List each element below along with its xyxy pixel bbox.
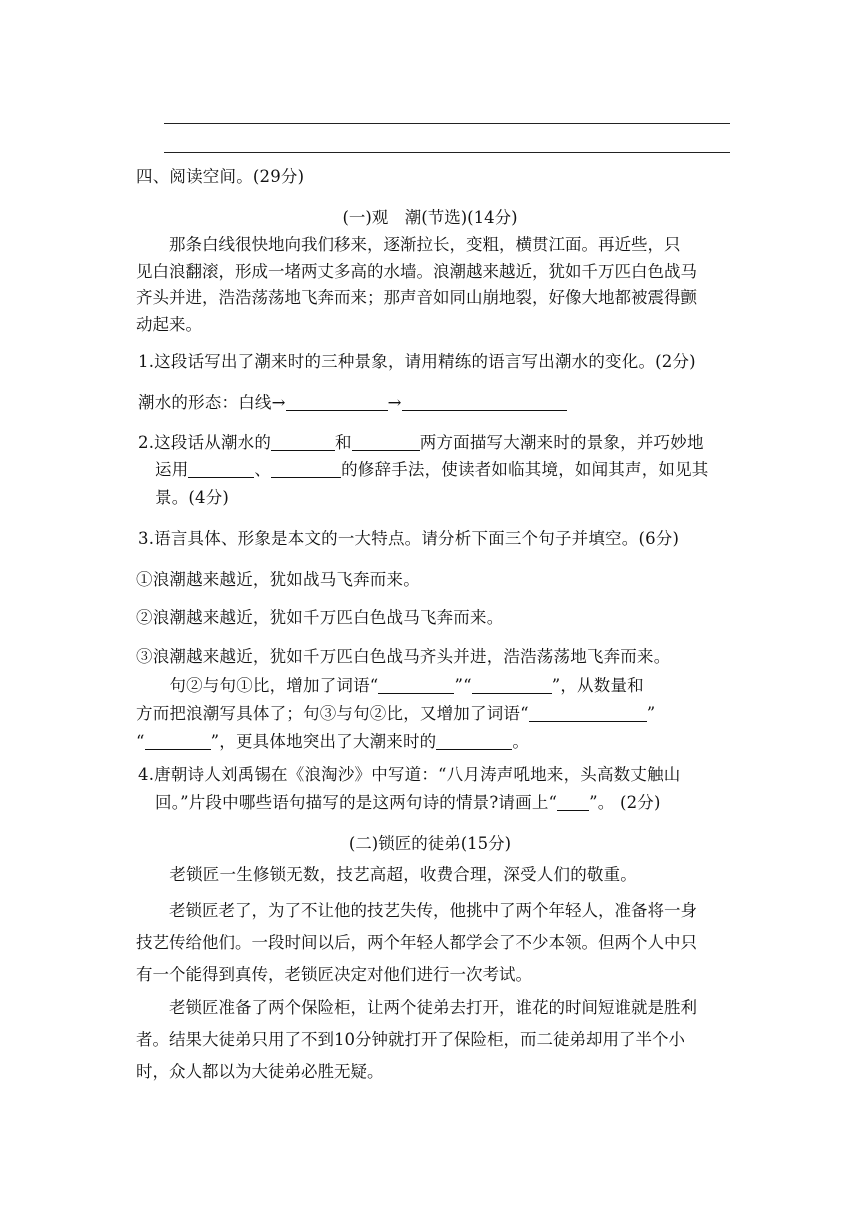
passage2-paragraph-3 [136, 992, 736, 1088]
q1-blank-2[interactable] [402, 394, 567, 412]
section-title: 四、阅读空间。(29分) [136, 167, 305, 186]
passage2-line: 时，众人都以为大徒弟必胜无疑。 [136, 1062, 384, 1081]
passage2-paragraph-1: 老锁匠一生修锁无数，技艺高超，收费合理，深受人们的敬重。 [136, 865, 637, 884]
q2-text: 2.这段话从潮水的 [138, 433, 272, 452]
q2-text: 和 [335, 433, 352, 452]
passage2-line: 有一个能得到真传，老锁匠决定对他们进行一次考试。 [136, 965, 532, 984]
q3-text: ”，从数量和 [551, 676, 644, 695]
passage1-heading: (一)观 潮(节选)(14分) [342, 208, 518, 227]
q2-text: 、 [254, 460, 272, 479]
q1-answer-row [138, 389, 567, 413]
passage2-line: 技艺传给他们。一段时间以后，两个年轻人都学会了不少本领。但两个人中只 [136, 933, 697, 952]
q2-blank-2[interactable] [352, 434, 420, 452]
sentence-2: ②浪潮越来越近，犹如千万匹白色战马飞奔而来。 [136, 608, 504, 627]
passage2-heading: (二)锁匠的徒弟(15分) [348, 834, 512, 853]
answer-line-1 [164, 123, 730, 124]
question-1: 1.这段话写出了潮来时的三种景象，请用精练的语言写出潮水的变化。(2分) [138, 352, 696, 371]
question-3: 3.语言具体、形象是本文的一大特点。请分析下面三个句子并填空。(6分) [138, 529, 680, 548]
q3-text: 。 [512, 732, 530, 751]
answer-line-2 [164, 152, 730, 153]
q2-blank-4[interactable] [271, 461, 341, 479]
passage1-line: 动起来。 [136, 314, 202, 334]
question-4-line-1: 4.唐朝诗人刘禹锡在《浪淘沙》中写道：“八月涛声吼地来，头高数丈触山 [138, 765, 681, 784]
q4-text: 回。”片段中哪些语句描写的是这两句诗的情景?请画上“ [155, 793, 558, 812]
q2-blank-3[interactable] [188, 461, 254, 479]
q3-text: 句②与句①比，增加了词语“ [136, 676, 379, 695]
question-2-line-2 [155, 456, 709, 480]
q3-text: ” [646, 704, 656, 723]
q3-blank-4[interactable] [145, 733, 211, 751]
question-2-line-1 [138, 429, 704, 453]
q4-text: ”。 (2分) [589, 793, 661, 812]
q3-fill-line-3 [136, 728, 529, 752]
q3-text: ”“ [454, 676, 472, 695]
q2-text: 两方面描写大潮来时的景象，并巧妙地 [419, 433, 704, 452]
q3-blank-2[interactable] [472, 677, 552, 695]
question-4-line-2 [155, 789, 661, 813]
passage2-line: 者。结果大徒弟只用了不到10分钟就打开了保险柜，而二徒弟却用了半个小 [136, 1030, 685, 1049]
arrow-icon: → [271, 393, 286, 412]
passage1-line: 那条白线很快地向我们移来，逐渐拉长，变粗，横贯江面。再近些，只 [136, 235, 681, 254]
q3-text: “ [136, 732, 145, 751]
question-2-line-3: 景。(4分) [155, 488, 230, 507]
q3-text: ”，更具体地突出了大潮来时的 [210, 732, 437, 751]
q3-blank-3[interactable] [529, 705, 647, 723]
q1-blank-1[interactable] [286, 394, 388, 412]
passage1-line: 齐头并进，浩浩荡荡地飞奔而来；那声音如同山崩地裂，好像大地都被震得颤 [136, 288, 697, 307]
q2-text: 运用 [155, 460, 189, 479]
q2-blank-1[interactable] [271, 434, 335, 452]
q3-text: 方而把浪潮写具体了；句③与句②比，又增加了词语“ [136, 704, 529, 723]
passage2-line: 老锁匠老了，为了不让他的技艺失传，他挑中了两个年轻人，准备将一身 [136, 901, 697, 920]
passage1-line: 见白浪翻滚，形成一堵两丈多高的水墙。浪潮越来越近，犹如千万匹白色战马 [136, 261, 697, 281]
q2-text: 的修辞手法，使读者如临其境，如闻其声，如见其 [341, 460, 709, 479]
q3-blank-5[interactable] [436, 733, 512, 751]
q3-fill-line-2 [136, 700, 655, 724]
sentence-3: ③浪潮越来越近，犹如千万匹白色战马齐头并进，浩浩荡荡地飞奔而来。 [136, 647, 671, 666]
q1-answer-prefix: 潮水的形态：白线 [138, 393, 272, 412]
passage1-body [136, 232, 736, 338]
passage2-line: 老锁匠准备了两个保险柜，让两个徒弟去打开，谁花的时间短谁就是胜利 [136, 998, 697, 1017]
sentence-1: ①浪潮越来越近，犹如战马飞奔而来。 [136, 570, 420, 589]
q3-blank-1[interactable] [378, 677, 454, 695]
arrow-icon: → [387, 393, 402, 412]
q4-blank[interactable] [557, 794, 589, 812]
passage2-paragraph-2 [136, 895, 736, 991]
q3-fill-line-1 [136, 672, 644, 696]
